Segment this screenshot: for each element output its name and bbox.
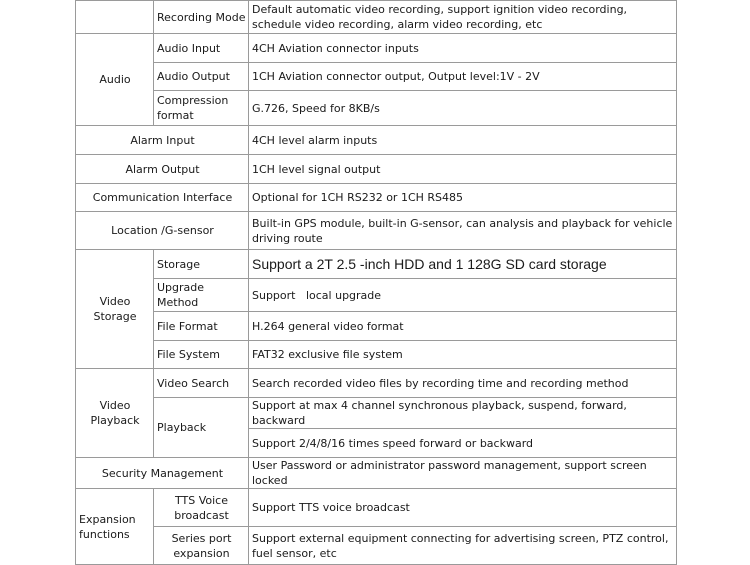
spec-label: Alarm Input: [76, 126, 249, 155]
spec-label: Alarm Output: [76, 155, 249, 184]
spec-label: Security Management: [76, 458, 249, 489]
specifications-table: [75, 0, 677, 565]
table-row: [76, 126, 677, 155]
table-row: [76, 279, 677, 312]
spec-label: File Format: [154, 312, 249, 341]
spec-label: File System: [154, 341, 249, 369]
table-row: [76, 212, 677, 250]
spec-value: Support external equipment connecting for advertising screen, PTZ control, fuel sensor, etc: [249, 527, 677, 565]
table-row: [76, 34, 677, 63]
table-row: [76, 369, 677, 398]
spec-value: G.726, Speed for 8KB/s: [249, 91, 677, 126]
spec-value: 1CH level signal output: [249, 155, 677, 184]
spec-value: H.264 general video format: [249, 312, 677, 341]
spec-label: Compression format: [154, 91, 249, 126]
spec-value: Support 2/4/8/16 times speed forward or backward: [249, 429, 677, 458]
group-label-audio: Audio: [76, 34, 154, 126]
spec-label: Playback: [154, 398, 249, 458]
table-row: [76, 489, 677, 527]
spec-label: Upgrade Method: [154, 279, 249, 312]
spec-label: Recording Mode: [154, 1, 249, 34]
spec-value: 4CH level alarm inputs: [249, 126, 677, 155]
spec-label: Audio Input: [154, 34, 249, 63]
spec-label: Location /G-sensor: [76, 212, 249, 250]
spec-label: Video Search: [154, 369, 249, 398]
table-row: [76, 458, 677, 489]
spec-value: FAT32 exclusive file system: [249, 341, 677, 369]
spec-value: Search recorded video files by recording time and recording method: [249, 369, 677, 398]
table-row: [76, 250, 677, 279]
spec-label: TTS Voice broadcast: [154, 489, 249, 527]
table-row: [76, 1, 677, 34]
spec-value: 4CH Aviation connector inputs: [249, 34, 677, 63]
group-label-expansion: Expansion functions: [76, 489, 154, 565]
table-row: [76, 91, 677, 126]
group-label-video-storage: Video Storage: [76, 250, 154, 369]
group-label-video-playback: Video Playback: [76, 369, 154, 458]
spec-value: Support TTS voice broadcast: [249, 489, 677, 527]
table-row: [76, 398, 677, 429]
table-row: [76, 155, 677, 184]
table-row: [76, 184, 677, 212]
spec-value: Built-in GPS module, built-in G-sensor, can analysis and playback for vehicle driving route: [249, 212, 677, 250]
group-cell-empty: [76, 1, 154, 34]
spec-value: Support at max 4 channel synchronous playback, suspend, forward, backward: [249, 398, 677, 429]
spec-value: Default automatic video recording, support ignition video recording, schedule video recording, alarm video recording, etc: [249, 1, 677, 34]
table-row: [76, 312, 677, 341]
spec-label: Storage: [154, 250, 249, 279]
spec-label: Audio Output: [154, 63, 249, 91]
spec-label: Communication Interface: [76, 184, 249, 212]
spec-value: 1CH Aviation connector output, Output level:1V - 2V: [249, 63, 677, 91]
spec-label: Series port expansion: [154, 527, 249, 565]
table-row: [76, 63, 677, 91]
spec-value: Optional for 1CH RS232 or 1CH RS485: [249, 184, 677, 212]
spec-value: Support local upgrade: [249, 279, 677, 312]
spec-value: Support a 2T 2.5 -inch HDD and 1 128G SD card storage: [249, 250, 677, 279]
spec-value: User Password or administrator password management, support screen locked: [249, 458, 677, 489]
table-row: [76, 341, 677, 369]
